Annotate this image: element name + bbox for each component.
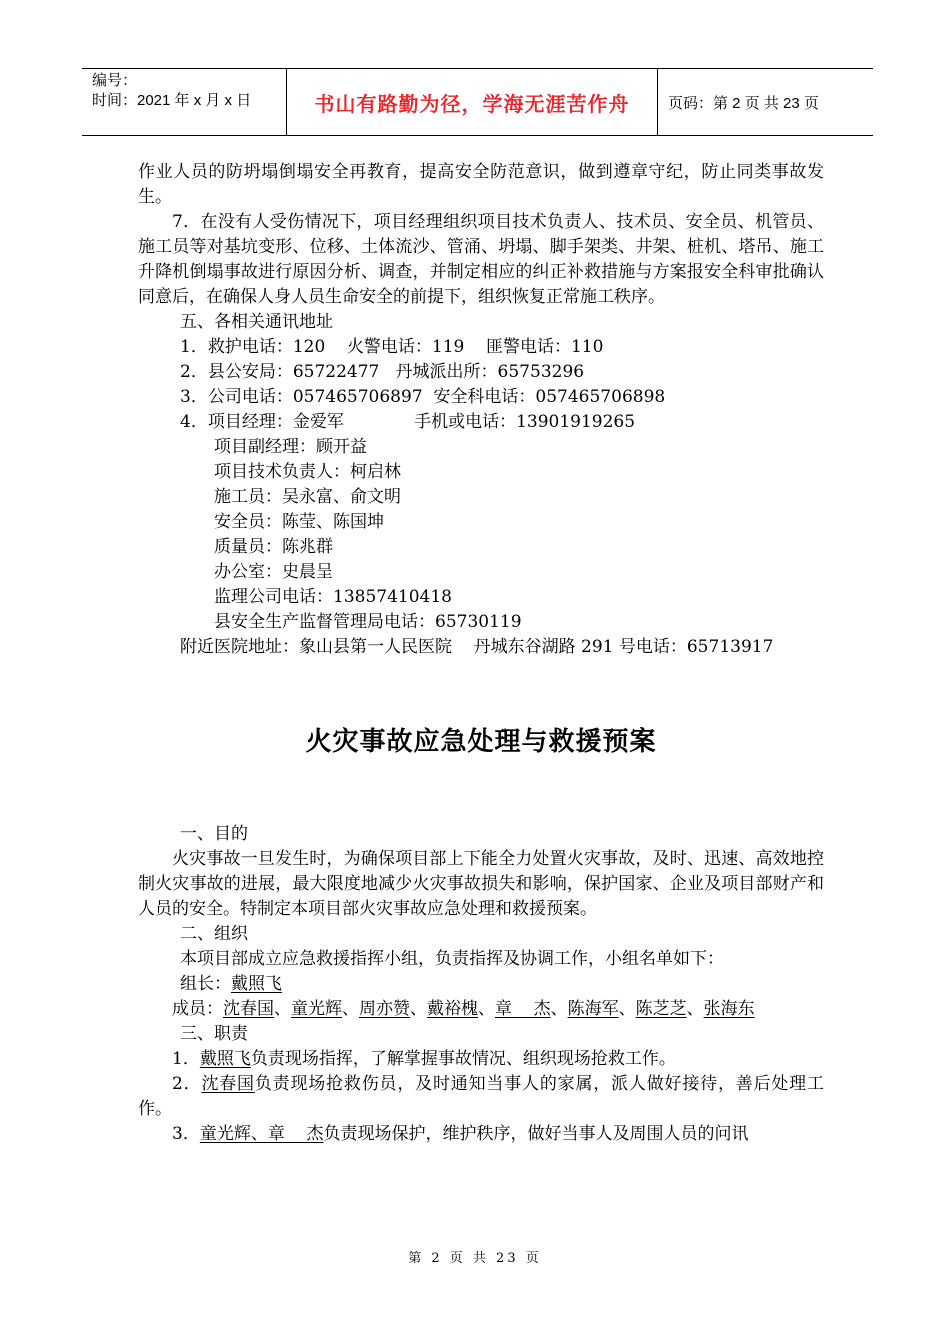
leader-line: 组长：戴照飞 [180,974,282,994]
contact-line: 1．救护电话：120 火警电话：119 匪警电话：110 [180,337,604,357]
paragraph: 火灾事故一旦发生时，为确保项目部上下能全力处置火灾事故，及时、迅速、高效地控制火灾事故的进展，最大限度地减少火灾事故损失和影响，保护国家、企业及项目部财产和人员的安全。特制定本项目部火灾事故应急处理和救援预案。 [138,849,824,919]
staff-line: 办公室：史晨呈 [214,562,333,582]
member-name: 童光辉 [291,999,342,1019]
staff-line: 项目技术负责人：柯启林 [214,462,401,482]
section-heading: 二、组织 [180,924,248,944]
paragraph: 作业人员的防坍塌倒塌安全再教育，提高安全防范意识，做到遵章守纪，防止同类事故发生。 [138,162,824,207]
staff-line: 县安全生产监督管理局电话：65730119 [214,612,522,632]
time-label: 时间：2021 年 x 月 x 日 [92,92,252,109]
leader-name: 戴照飞 [231,974,282,994]
document-body [138,160,824,1147]
motto-text: 书山有路勤为径，学海无涯苦作舟 [314,93,630,116]
paragraph: 7．在没有人受伤情况下，项目经理组织项目技术负责人、技术员、安全员、机管员、施工员等对基坑变形、位移、土体流沙、管涌、坍塌、脚手架类、井架、桩机、塔吊、施工升降机倒塌事故进行原因分析、调查，并制定相应的纠正补救措施与方案报安全科审批确认同意后，在确保人身人员生命安全的前提下，组织恢复正常施工秩序。 [138,212,824,307]
document-title: 火灾事故应急处理与救援预案 [305,727,657,757]
duty-name: 戴照飞 [199,1049,251,1069]
header-motto-cell [286,69,658,135]
section-heading: 一、目的 [180,824,248,844]
hospital-line: 附近医院地址：象山县第一人民医院 丹城东谷湖路 291 号电话：65713917 [180,637,774,657]
member-name: 张海东 [703,999,755,1019]
section-heading: 五、各相关通讯地址 [180,312,333,332]
member-name: 陈芝芝 [635,999,687,1019]
header-meta [82,69,286,135]
staff-line: 安全员：陈莹、陈国坤 [214,512,384,532]
section-heading: 三、职责 [180,1024,248,1044]
duty-line: 3．童光辉、章 杰负责现场保护，维护秩序，做好当事人及周围人员的问讯 [172,1124,749,1144]
member-name: 章 杰 [495,999,551,1019]
member-name: 戴裕槐 [427,999,478,1019]
staff-line: 项目副经理：顾开益 [214,437,367,457]
duty-name: 沈春国 [201,1074,255,1094]
duty-line: 1．戴照飞负责现场指挥，了解掌握事故情况、组织现场抢救工作。 [172,1049,676,1069]
members-line: 成员：沈春国、童光辉、周亦赞、戴裕槐、章 杰、陈海军、陈芝芝、张海东 [172,999,755,1019]
paragraph: 本项目部成立应急救援指挥小组，负责指挥及协调工作，小组名单如下： [180,949,724,969]
contact-line: 3．公司电话：057465706897 安全科电话：057465706898 [180,387,666,407]
number-label: 编号： [92,72,138,89]
staff-line: 质量员：陈兆群 [214,537,333,557]
staff-line: 监理公司电话：13857410418 [214,587,452,607]
member-name: 陈海军 [567,999,619,1019]
duty-line: 2．沈春国负责现场抢救伤员，及时通知当事人的家属，派人做好接待，善后处理工作。 [138,1074,824,1119]
contact-line: 2．县公安局：65722477 丹城派出所：65753296 [180,362,585,382]
contact-line: 4．项目经理：金爱军 手机或电话：13901919265 [180,412,636,432]
page-header [82,68,873,136]
page-footer: 第 2 页 共 23 页 [408,1251,542,1266]
member-name: 周亦赞 [359,999,410,1019]
member-name: 沈春国 [223,999,274,1019]
page-info-text: 页码：第 2 页 共 23 页 [668,94,819,112]
duty-name: 童光辉、章 杰 [199,1124,324,1144]
header-page-info [658,69,873,135]
staff-line: 施工员：吴永富、俞文明 [214,487,401,507]
